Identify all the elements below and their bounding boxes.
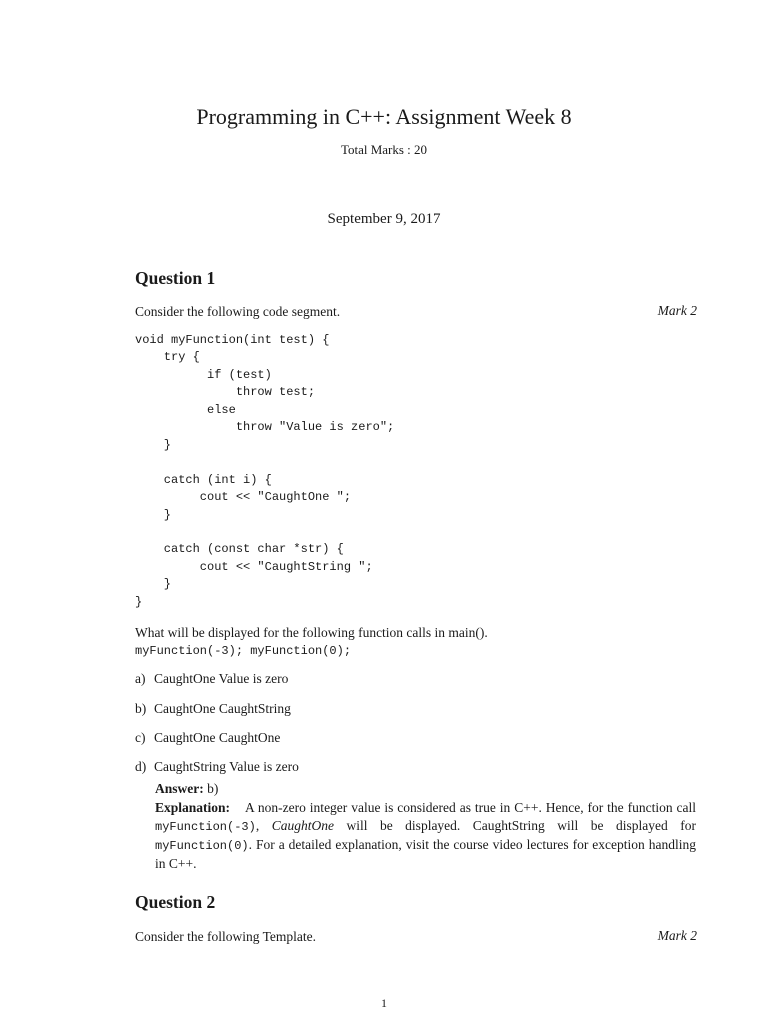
option-b bbox=[135, 701, 291, 717]
explanation-text: , bbox=[255, 818, 260, 833]
question-2-heading: Question 2 bbox=[135, 892, 216, 912]
explanation-text: . For a detailed explanation, visit the course video lectures for exception handling in C++. bbox=[155, 837, 696, 871]
document-title: Programming in C++: Assignment Week 8 bbox=[196, 104, 572, 129]
explanation-call-2: myFunction(0) bbox=[155, 839, 249, 853]
question-2-mark: Mark 2 bbox=[657, 928, 697, 943]
document-date: September 9, 2017 bbox=[327, 211, 441, 227]
option-label: c) bbox=[135, 730, 146, 745]
question-1-text: What will be displayed for the following function calls in main(). bbox=[135, 625, 488, 640]
answer-line bbox=[155, 781, 218, 797]
question-1-calls: myFunction(-3); myFunction(0); bbox=[135, 644, 352, 658]
question-1-prompt: Consider the following code segment. bbox=[135, 304, 341, 319]
explanation-text: will be displayed. CaughtString will be displayed for bbox=[346, 818, 696, 833]
option-label: a) bbox=[135, 671, 146, 686]
question-1-heading: Question 1 bbox=[135, 268, 216, 288]
option-c bbox=[135, 730, 280, 746]
question-1-mark: Mark 2 bbox=[657, 303, 697, 318]
option-text: CaughtOne CaughtOne bbox=[154, 730, 281, 745]
option-a bbox=[135, 671, 288, 687]
explanation-text: A non-zero integer value is considered as true in C++. Hence, for the function call bbox=[244, 800, 696, 815]
answer-label: Answer: bbox=[155, 781, 204, 796]
option-text: CaughtString Value is zero bbox=[154, 759, 299, 774]
explanation-paragraph bbox=[155, 799, 696, 873]
explanation-call-1: myFunction(-3) bbox=[155, 820, 256, 834]
total-marks: Total Marks : 20 bbox=[340, 142, 428, 157]
option-label: d) bbox=[135, 759, 147, 774]
option-d bbox=[135, 759, 299, 775]
answer-value: b) bbox=[207, 781, 219, 796]
question-2-prompt: Consider the following Template. bbox=[135, 929, 317, 944]
question-1-code: void myFunction(int test) { try { if (test) throw test; else throw "Value is zero"; } catch (int i) { cout << "CaughtOne "; } catch (const char *str) { cout << "CaughtString "; } } bbox=[135, 333, 395, 609]
option-text: CaughtOne CaughtString bbox=[154, 701, 291, 716]
explanation-emphasis: CaughtOne bbox=[271, 818, 334, 833]
explanation-label: Explanation: bbox=[155, 800, 231, 815]
page-number: 1 bbox=[381, 996, 387, 1010]
option-text: CaughtOne Value is zero bbox=[154, 671, 289, 686]
option-label: b) bbox=[135, 701, 147, 716]
